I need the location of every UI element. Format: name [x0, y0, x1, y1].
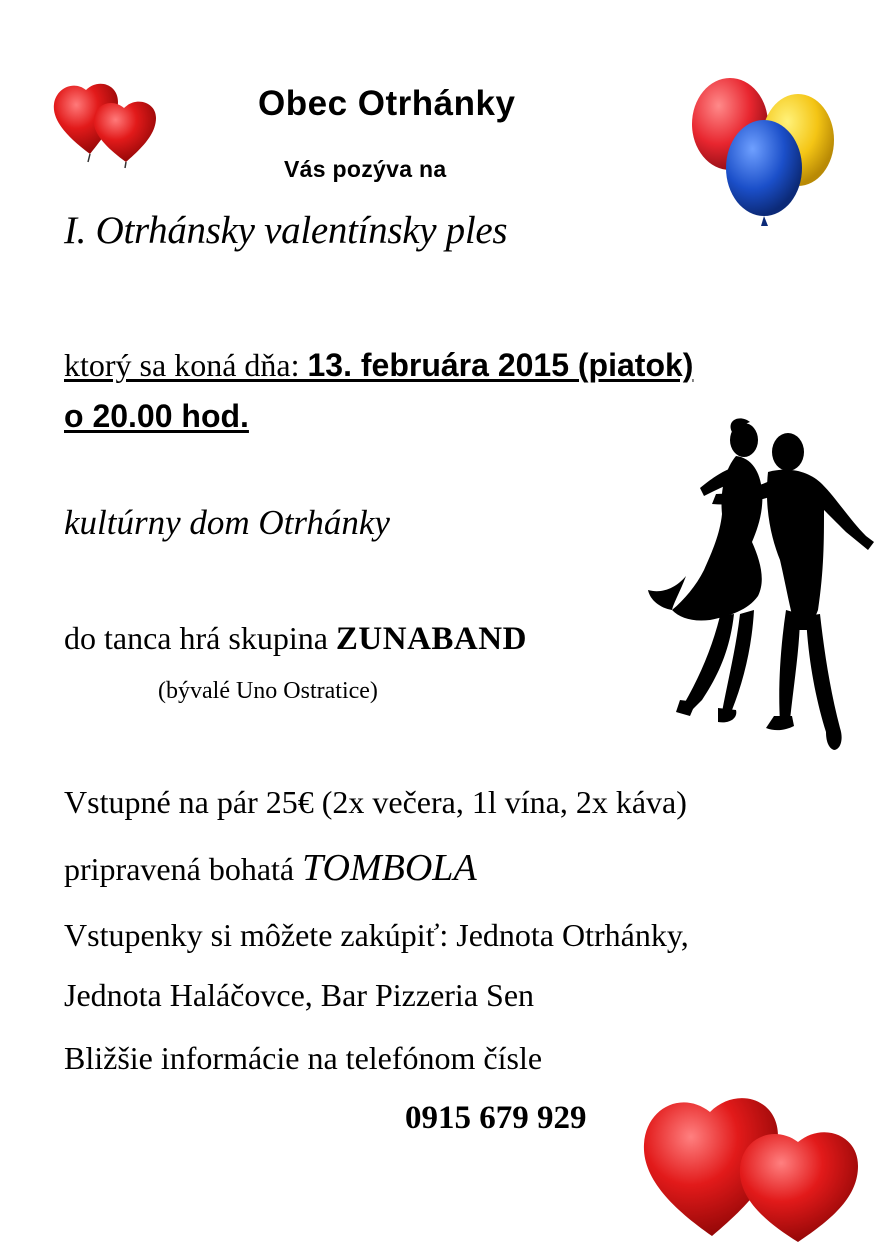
band-line — [64, 620, 527, 658]
tombola-prefix: pripravená bohatá — [64, 851, 303, 887]
date-prefix: ktorý sa koná dňa: — [64, 347, 308, 383]
info-line: Bližšie informácie na telefónom čísle — [64, 1040, 543, 1076]
dancing-couple-silhouette — [640, 410, 876, 756]
phone-number: 0915 679 929 — [405, 1100, 587, 1136]
village-title: Obec Otrhánky — [258, 84, 516, 123]
tickets-line-2: Jednota Haláčovce, Bar Pizzeria Sen — [64, 977, 535, 1013]
band-name: ZUNABAND — [335, 621, 527, 657]
ball-title: I. Otrhánsky valentínsky ples — [64, 209, 508, 252]
two-hearts-icon — [638, 1080, 864, 1244]
two-hearts-icon — [46, 74, 164, 170]
event-date: 13. februára 2015 (piatok) — [307, 347, 694, 383]
tombola-line — [64, 846, 477, 890]
entry-fee: Vstupné na pár 25€ (2x večera, 1l vína, 2x káva) — [64, 784, 687, 820]
date-line — [64, 345, 693, 385]
tickets-line-1: Vstupenky si môžete zakúpiť: Jednota Otrhánky, — [64, 917, 689, 953]
band-prefix: do tanca hrá skupina — [64, 620, 336, 656]
invite-line: Vás pozýva na — [284, 156, 447, 182]
venue: kultúrny dom Otrhánky — [64, 503, 390, 542]
tombola: TOMBOLA — [302, 847, 477, 889]
event-time: o 20.00 hod. — [64, 398, 249, 434]
balloons-icon — [686, 72, 838, 234]
band-former-name: (bývalé Uno Ostratice) — [158, 678, 378, 704]
